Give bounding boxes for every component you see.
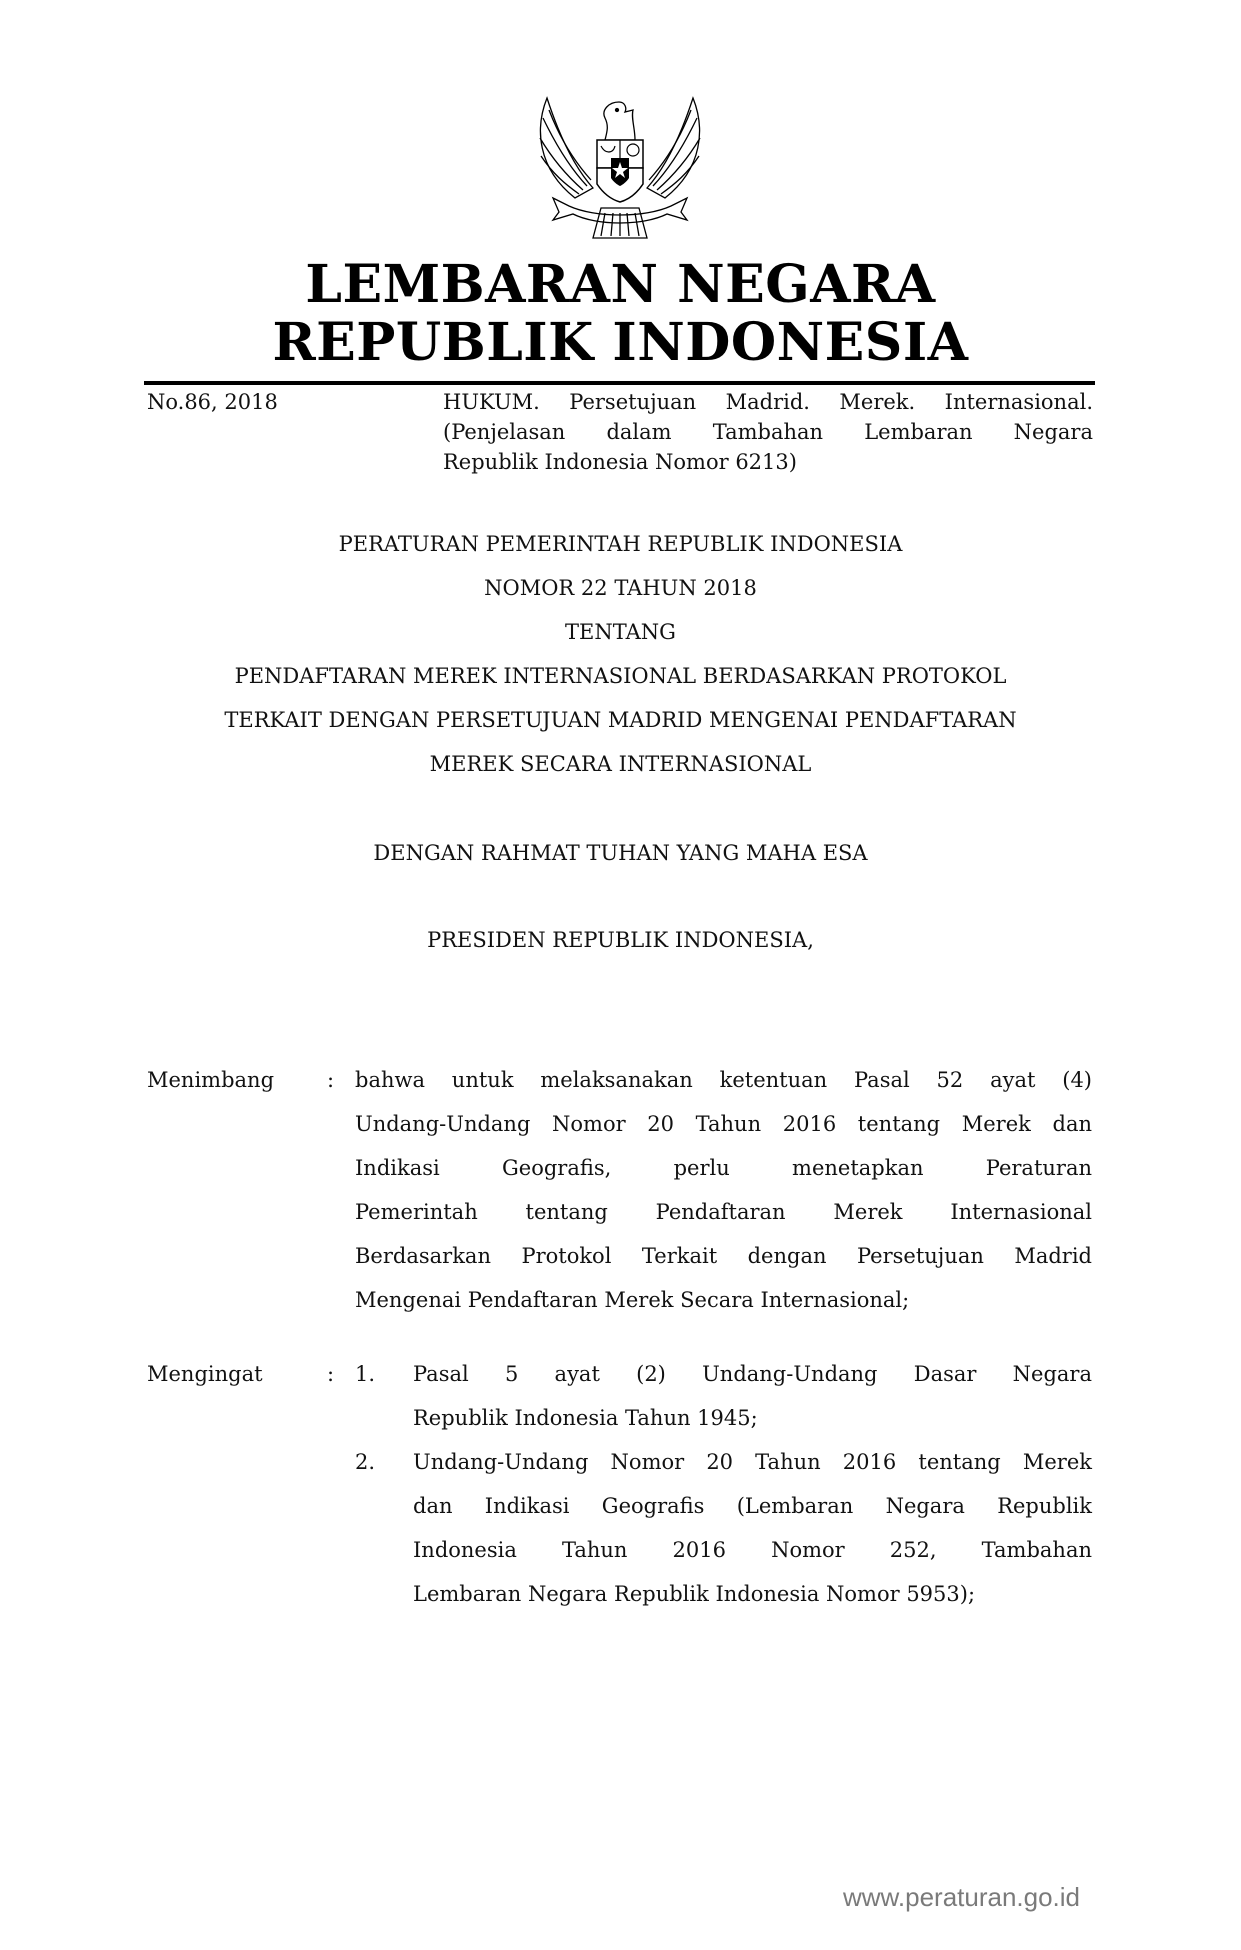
menimbang-line: bahwa untuk melaksanakan ketentuan Pasal 52 ayat (4)	[355, 1068, 1092, 1092]
masthead-title-line-2: REPUBLIK INDONESIA	[272, 312, 969, 373]
mengingat-colon: :	[327, 1362, 335, 1386]
gazette-description-line: Republik Indonesia Nomor 6213)	[443, 450, 797, 474]
mengingat-item-1	[413, 1352, 1092, 1440]
mengingat-item-number: 1.	[355, 1362, 376, 1386]
regulation-title-line: TERKAIT DENGAN PERSETUJUAN MADRID MENGENAI PENDAFTARAN	[224, 708, 1017, 732]
gazette-description-line: HUKUM. Persetujuan Madrid. Merek. Internasional.	[443, 390, 1093, 414]
regulation-about: TENTANG	[565, 620, 676, 644]
mengingat-item-2	[413, 1440, 1092, 1616]
invocation: DENGAN RAHMAT TUHAN YANG MAHA ESA	[373, 841, 868, 865]
footer-url[interactable]: www.peraturan.go.id	[843, 1882, 1081, 1912]
regulation-number: NOMOR 22 TAHUN 2018	[484, 576, 757, 600]
regulation-type: PERATURAN PEMERINTAH REPUBLIK INDONESIA	[338, 532, 903, 556]
mengingat-line: Indonesia Tahun 2016 Nomor 252, Tambahan	[413, 1538, 1092, 1562]
mengingat-label: Mengingat	[147, 1362, 263, 1386]
mengingat-line: Pasal 5 ayat (2) Undang-Undang Dasar Negara	[413, 1362, 1092, 1386]
mengingat-item-number: 2.	[355, 1450, 376, 1474]
gazette-number: No.86, 2018	[147, 390, 278, 414]
menimbang-line: Mengenai Pendaftaran Merek Secara Internasional;	[355, 1288, 910, 1312]
menimbang-label: Menimbang	[147, 1068, 275, 1092]
mengingat-line: Undang-Undang Nomor 20 Tahun 2016 tentang Merek	[413, 1450, 1092, 1474]
garuda-pancasila-emblem-icon	[535, 88, 705, 243]
mengingat-line: Lembaran Negara Republik Indonesia Nomor 5953);	[413, 1582, 976, 1606]
menimbang-line: Indikasi Geografis, perlu menetapkan Peraturan	[355, 1156, 1092, 1180]
menimbang-line: Pemerintah tentang Pendaftaran Merek Internasional	[355, 1200, 1092, 1224]
menimbang-line: Undang-Undang Nomor 20 Tahun 2016 tentang Merek dan	[355, 1112, 1092, 1136]
regulation-title-line: MEREK SECARA INTERNASIONAL	[429, 752, 812, 776]
menimbang-line: Berdasarkan Protokol Terkait dengan Persetujuan Madrid	[355, 1244, 1092, 1268]
regulation-title-line: PENDAFTARAN MEREK INTERNASIONAL BERDASARKAN PROTOKOL	[234, 664, 1007, 688]
header-divider	[144, 381, 1095, 385]
masthead-title-line-1: LEMBARAN NEGARA	[305, 254, 936, 315]
mengingat-line: Republik Indonesia Tahun 1945;	[413, 1406, 758, 1430]
mengingat-line: dan Indikasi Geografis (Lembaran Negara Republik	[413, 1494, 1092, 1518]
gazette-description	[443, 387, 1093, 477]
menimbang-colon: :	[327, 1068, 335, 1092]
menimbang-text	[355, 1058, 1092, 1322]
issuer: PRESIDEN REPUBLIK INDONESIA,	[427, 928, 814, 952]
gazette-description-line: (Penjelasan dalam Tambahan Lembaran Negara	[443, 420, 1093, 444]
